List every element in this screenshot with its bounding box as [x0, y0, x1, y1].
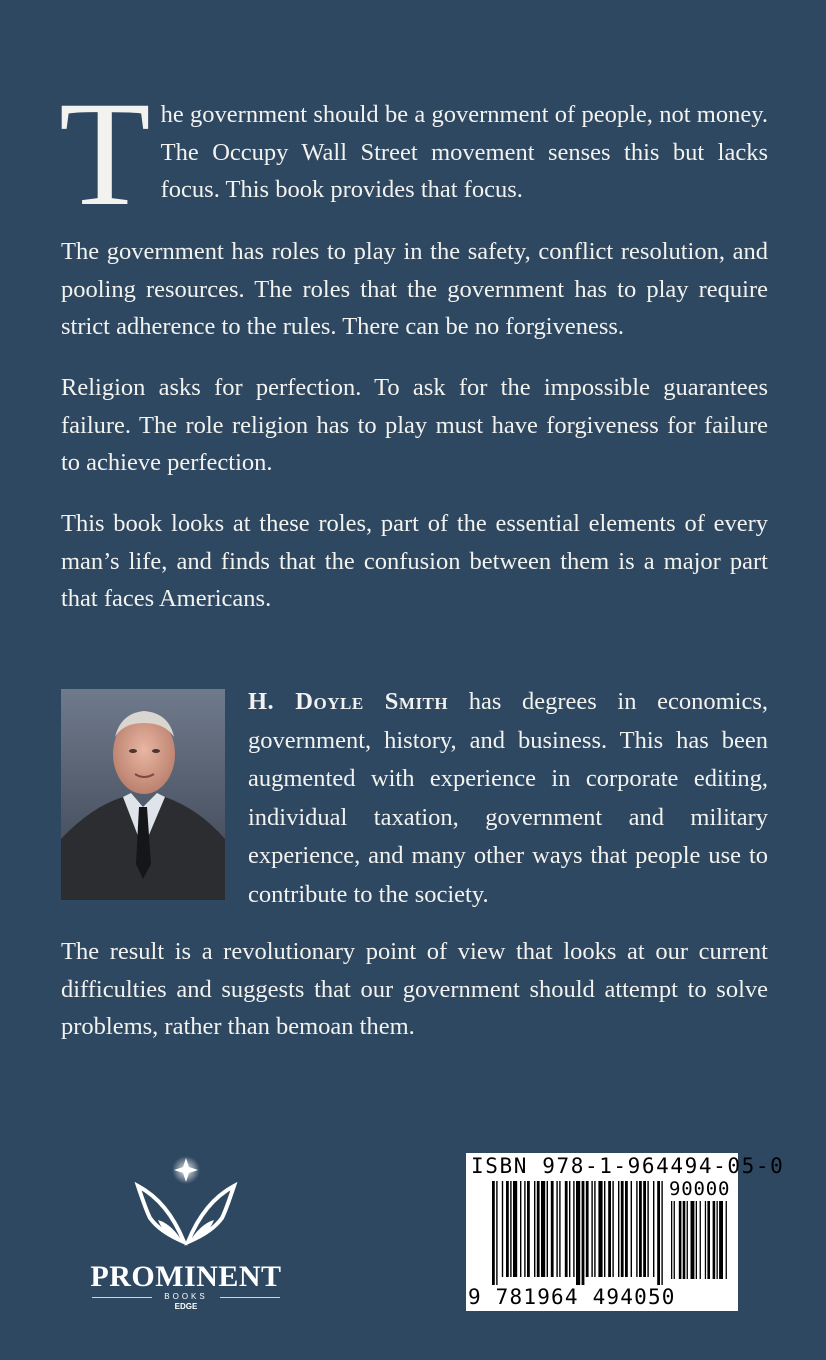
isbn-barcode [466, 1153, 785, 1311]
addon-barcode-bars [670, 1201, 730, 1281]
addon-barcode-bar [674, 1201, 675, 1279]
publisher-edge-label: EDGE [174, 1302, 198, 1311]
addon-barcode-bar [679, 1201, 682, 1279]
addon-barcode-bar [705, 1201, 706, 1279]
barcode-bar [559, 1181, 560, 1277]
author-name: H. Doyle Smith [248, 688, 449, 715]
barcode-bar [534, 1181, 535, 1277]
barcode-bar [506, 1181, 509, 1277]
addon-barcode-bar [707, 1201, 710, 1279]
barcode-bar [657, 1181, 660, 1285]
barcode-bar [647, 1181, 648, 1277]
barcode-bar [636, 1181, 637, 1277]
publisher-name: PROMINENT [90, 1260, 282, 1293]
barcode-bar [608, 1181, 611, 1277]
barcode-bar [604, 1181, 605, 1277]
barcode-bar [520, 1181, 521, 1277]
addon-barcode-bar [713, 1201, 716, 1279]
isbn-number: ISBN 978-1-964494-05-0 [471, 1154, 785, 1178]
blurb-paragraph-4: This book looks at these roles, part of the essential elements of every man’s life, and finds that the confusion between them is a major part that faces Americans. [61, 510, 768, 612]
barcode-bar [598, 1181, 602, 1277]
ean-barcode-bars [490, 1181, 666, 1287]
barcode-bar [502, 1181, 503, 1277]
barcode-bar [537, 1181, 540, 1277]
author-bio-text: has degrees in economics, government, history, and business. This has been augmented with experience in corporate editing, individual taxation, government and military experience, and many other ways that people use to contribute to the society. [248, 688, 768, 908]
blurb-paragraph-3: Religion asks for perfection. To ask for the impossible guarantees failure. The role religion has to play must have forgiveness for failure to achieve perfection. [61, 374, 768, 476]
addon-barcode-bar [726, 1201, 727, 1279]
addon-barcode-bar [691, 1201, 695, 1279]
addon-barcode-bar [696, 1201, 697, 1279]
barcode-bar [527, 1181, 530, 1277]
publisher-logo [88, 1152, 284, 1312]
barcode-bar [556, 1181, 557, 1277]
barcode-bar [612, 1181, 613, 1277]
author-portrait-image [61, 689, 225, 900]
author-photo [61, 689, 225, 900]
price-code: 90000 [669, 1178, 731, 1200]
barcode-bar [547, 1181, 548, 1277]
barcode-bar [551, 1181, 554, 1277]
barcode-bar [569, 1181, 570, 1277]
blurb-paragraph-1 [59, 71, 768, 237]
barcode-bar [510, 1181, 511, 1277]
barcode-bar [621, 1181, 624, 1277]
barcode-bar [631, 1181, 632, 1277]
barcode-bar [625, 1181, 628, 1277]
barcode-bar [586, 1181, 589, 1277]
barcode-bar [639, 1181, 642, 1277]
addon-barcode-bar [700, 1201, 701, 1279]
barcode-bar [653, 1181, 654, 1277]
author-bio [248, 683, 768, 914]
logo-divider-right [220, 1297, 280, 1298]
ean-digits: 9 781964 494050 [468, 1285, 676, 1309]
barcode-bar [513, 1181, 517, 1277]
addon-barcode-bar [671, 1201, 672, 1279]
barcode-bar [618, 1181, 619, 1277]
barcode-bar [643, 1181, 646, 1277]
addon-barcode-bar [719, 1201, 723, 1279]
barcode-bar [492, 1181, 495, 1285]
butterfly-star-icon [88, 1152, 284, 1260]
blurb-paragraph-5: The result is a revolutionary point of view that looks at our current difficulties and suggests that our government should attempt to solve problems, rather than bemoan them. [61, 938, 768, 1040]
barcode-bar [565, 1181, 568, 1277]
barcode-bar [582, 1181, 585, 1285]
barcode-bar [541, 1181, 545, 1277]
addon-barcode-bar [717, 1201, 718, 1279]
addon-barcode-bar [683, 1201, 686, 1279]
barcode-bar [573, 1181, 574, 1277]
blurb-paragraph-1-text: he government should be a government of people, not money. The Occupy Wall Street movement senses this but lacks focus. This book provides that focus. [160, 101, 768, 203]
barcode-bar [496, 1181, 497, 1285]
barcode-bar [594, 1181, 595, 1277]
barcode-bar [661, 1181, 662, 1285]
barcode-bar [576, 1181, 580, 1285]
addon-barcode-bar [687, 1201, 688, 1279]
barcode-bar [591, 1181, 592, 1277]
publisher-books-label: BOOKS [164, 1292, 208, 1301]
drop-cap: T [59, 71, 151, 237]
blurb-paragraph-2: The government has roles to play in the safety, conflict resolution, and pooling resources. The roles that the government has to play require strict adherence to the rules. There can be no forgiveness. [61, 238, 768, 340]
barcode-bar [524, 1181, 525, 1277]
